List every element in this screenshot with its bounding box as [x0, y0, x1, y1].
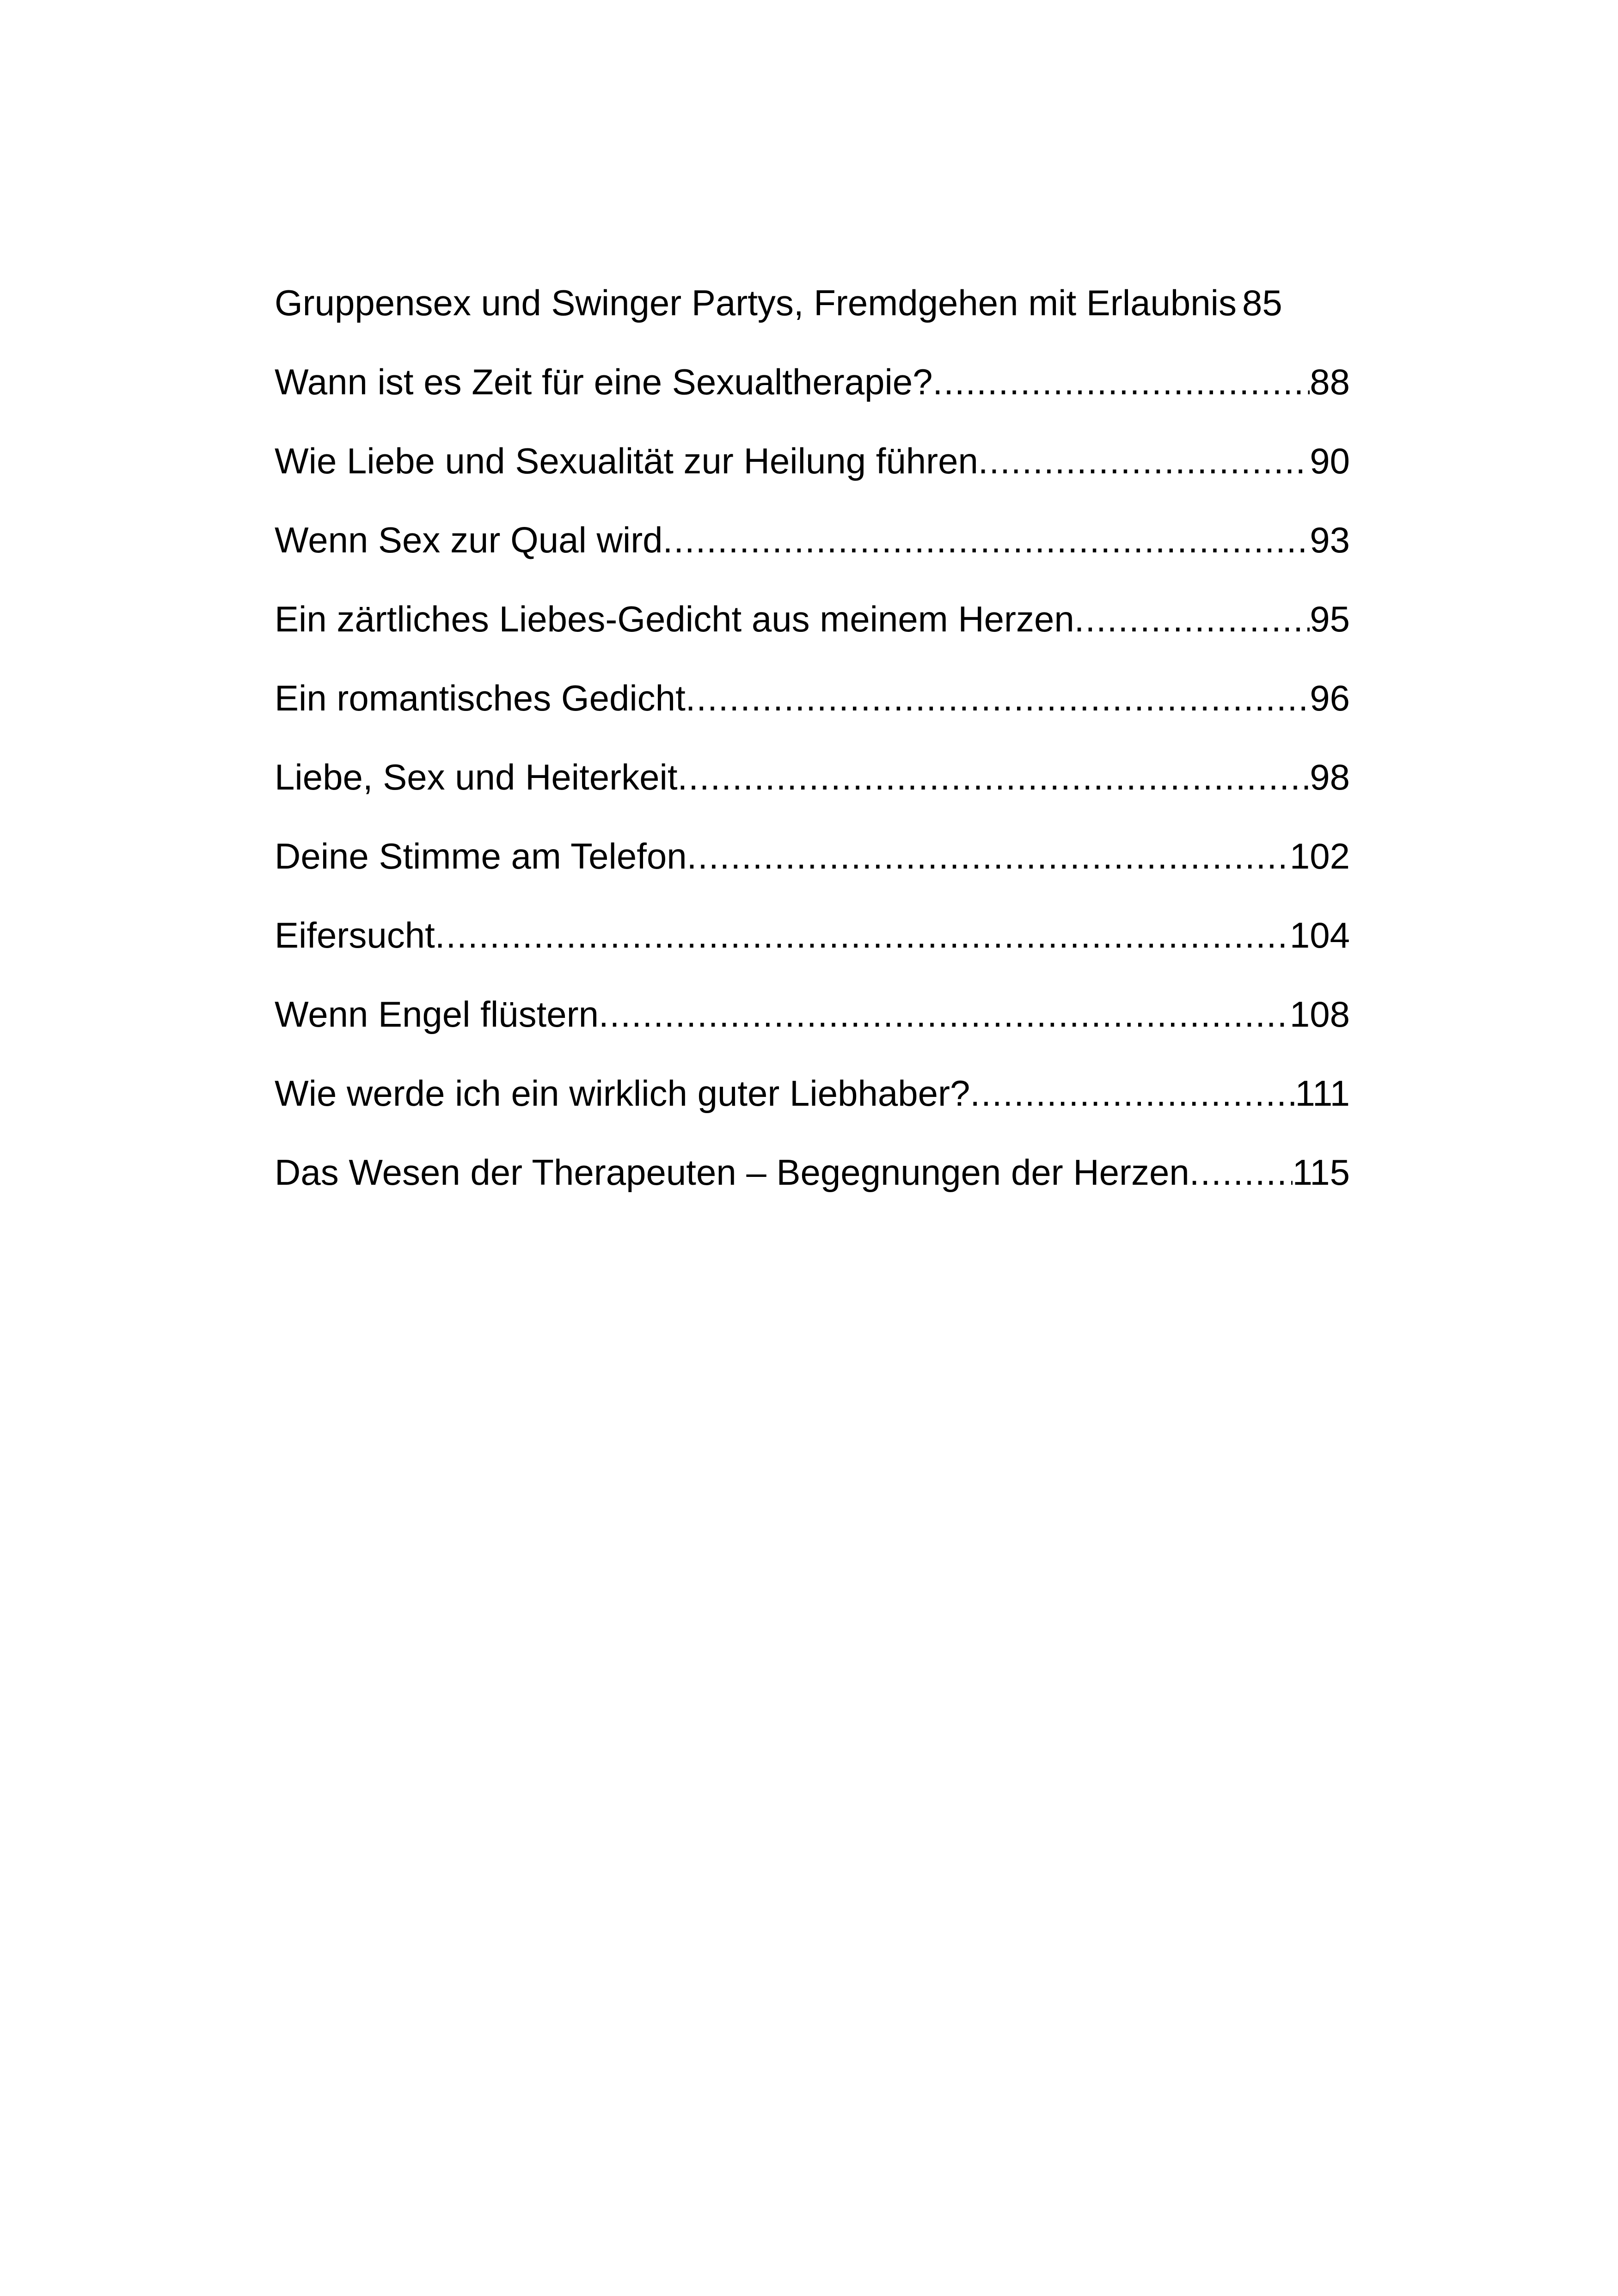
toc-entry-title: Eifersucht	[275, 915, 435, 955]
toc-entry-title: Wie werde ich ein wirklich guter Liebhaber?	[275, 1073, 970, 1114]
toc-entry-title: Das Wesen der Therapeuten – Begegnungen der Herzen	[275, 1152, 1189, 1193]
toc-dot-leader	[687, 827, 1290, 885]
toc-entry-title: Liebe, Sex und Heiterkeit	[275, 757, 678, 797]
toc-entry-page: 108	[1289, 994, 1350, 1035]
toc-entry[interactable]	[275, 1064, 1350, 1143]
toc-entry-title: Wie Liebe und Sexualität zur Heilung führen	[275, 441, 978, 481]
toc-dot-leader	[1189, 1143, 1293, 1201]
toc-entry[interactable]	[275, 669, 1350, 748]
toc-dot-leader	[1074, 590, 1310, 648]
toc-dot-leader	[678, 748, 1310, 806]
toc-entry-title: Deine Stimme am Telefon	[275, 836, 687, 876]
toc-dot-leader	[970, 1064, 1295, 1122]
toc-entry-title: Wenn Sex zur Qual wird	[275, 520, 663, 560]
toc-entry-page: 98	[1310, 757, 1350, 797]
toc-entry-title: Ein romantisches Gedicht	[275, 678, 686, 718]
toc-entry[interactable]	[275, 353, 1350, 432]
toc-entry-title: Gruppensex und Swinger Partys, Fremdgehen mit Erlaubnis	[275, 282, 1237, 323]
toc-dot-leader	[663, 511, 1310, 569]
toc-dot-leader	[978, 432, 1310, 490]
toc-entry-title: Wenn Engel flüstern	[275, 994, 599, 1035]
toc-entry-page: 85	[1242, 282, 1282, 323]
toc-dot-leader	[933, 353, 1310, 411]
toc-dot-leader	[599, 985, 1290, 1043]
toc-entry-page: 96	[1310, 678, 1350, 718]
toc-entry[interactable]	[275, 432, 1350, 511]
toc-entry[interactable]	[275, 1143, 1350, 1222]
table-of-contents	[275, 274, 1350, 1222]
toc-entry-page: 104	[1289, 915, 1350, 955]
toc-entry[interactable]	[275, 985, 1350, 1064]
toc-entry-page: 90	[1310, 441, 1350, 481]
toc-entry[interactable]	[275, 590, 1350, 669]
toc-entry-page: 115	[1292, 1152, 1350, 1193]
toc-dot-leader	[686, 669, 1310, 727]
toc-entry-page: 111	[1295, 1073, 1350, 1114]
toc-dot-leader	[435, 906, 1290, 964]
toc-entry-page: 88	[1310, 361, 1350, 402]
toc-entry[interactable]	[275, 748, 1350, 827]
toc-entry[interactable]	[275, 511, 1350, 590]
toc-entry-page: 93	[1310, 520, 1350, 560]
toc-entry[interactable]	[275, 906, 1350, 985]
toc-entry-title: Wann ist es Zeit für eine Sexualtherapie?	[275, 361, 933, 402]
toc-entry[interactable]	[275, 827, 1350, 906]
toc-entry-page: 102	[1289, 836, 1350, 876]
toc-entry-page: 95	[1310, 599, 1350, 639]
toc-entry-title: Ein zärtliches Liebes-Gedicht aus meinem Herzen	[275, 599, 1074, 639]
toc-entry[interactable]	[275, 274, 1350, 353]
